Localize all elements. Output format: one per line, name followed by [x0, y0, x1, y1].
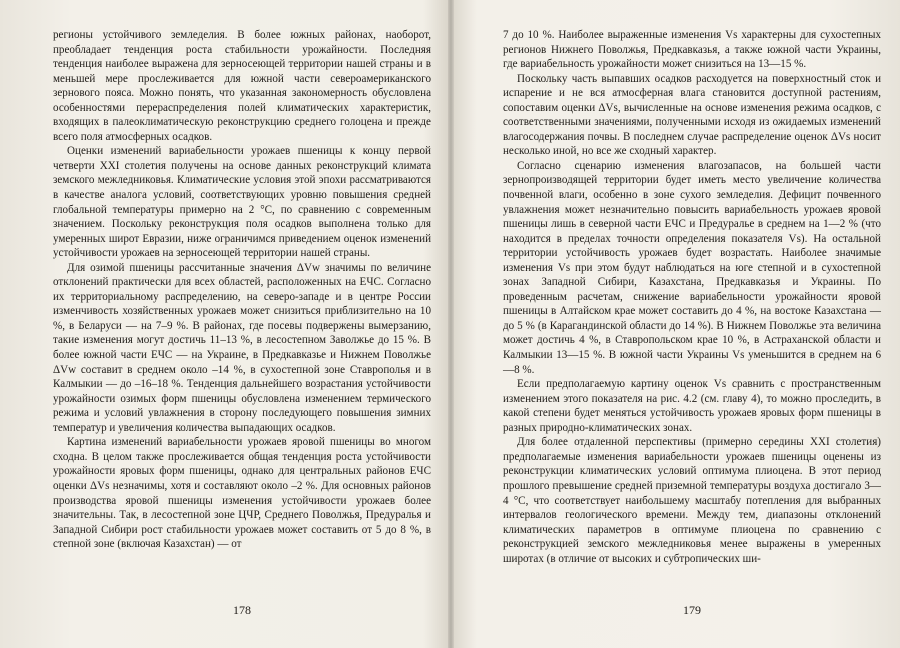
right-page-text: [503, 28, 881, 566]
paragraph: Оценки изменений вариабельности урожаев пшеницы к концу первой четверти XXI столетия получены на основе данных реконструкций климата земского межледниковья. Климатические условия этой эпохи рассматриваются в качестве аналога условий, соответствующих уровню повышения средней глобальной температуры примерно на 2 °С, по сравнению с современным значением. Поскольку реконструкция поля осадков выполнена только для умеренных широт Евразии, ниже ограничимся приведением оценок изменений устойчивости урожаев на зерносеющей территории нашей страны.: [53, 145, 431, 260]
paragraph: Если предполагаемую картину оценок Vs сравнить с пространственным изменением этого показателя на рис. 4.2 (см. главу 4), то можно проследить, в какой степени будет меняться устойчивость урожаев яровых форм пшеницы в разных природно-климатических зонах.: [503, 378, 881, 434]
left-page-text: [53, 28, 431, 552]
book-gutter: [448, 0, 454, 648]
paragraph: Согласно сценарию изменения влагозапасов, на большей части зернопроизводящей территории будет иметь место увеличение количества почвенной влаги, особенно в зоне сухого земледелия. Дефицит почвенного увлажнения может незначительно повысить вариабельность урожаев яровой пшеницы лишь в северной части ЕЧС и Предуралье в среднем на 1—2 % (что находится в пределах точности определения показателя Vs). На остальной территории устойчивость урожаев будет возрастать. Наиболее значимые изменения Vs при этом будут наблюдаться на юге степной и в сухостепной зонах Западной Сибири, Казахстана, Предкавказья и Украины. По проведенным расчетам, снижение вариабельности урожайности яровой пшеницы в Алтайском крае может составить до 4 %, на востоке Казахстана — до 5 % (в Карагандинской области до 14 %). В Нижнем Поволжье эта величина может достичь 4 %, в Ставропольском крае 10 %, в Астраханской области и Калмыкии 13—15 %. В южной части Украины Vs уменьшится в среднем на 6—8 %.: [503, 159, 881, 376]
paragraph: Для озимой пшеницы рассчитанные значения ΔVw значимы по величине отклонений практически для всех областей, расположенных на ЕЧС. Согласно их территориальному распределению, на северо-западе и в центре России изменчивость хозяйственных урожаев может снизиться приблизительно на 10 %, в Беларуси — на 7–9 %. В районах, где посевы подвержены вымерзанию, такие изменения могут достичь 11–13 %, в лесостепном Заволжье до 15 %. В более южной части ЕЧС — на Украине, в Предкавказье и Нижнем Поволжье ΔVw составит в среднем около –14 %, в сухостепной зоне Ставрополья и в Калмыкии — до –16–18 %. Тенденция дальнейшего возрастания устойчивости урожайности озимых форм пшеницы обусловлена изменением термического режима и условий увлажнения в сторону последующего повышения зимних температур и увеличения количества выпадающих осадков.: [53, 261, 431, 434]
page-number: 178: [233, 603, 251, 617]
right-page: [503, 28, 881, 618]
paragraph: Картина изменений вариабельности урожаев яровой пшеницы во многом сходна. В целом также прослеживается общая тенденция роста устойчивости урожайности яровых форм пшеницы, однако для центральных районов ЕЧС оценки ΔVs незначимы, хотя и составляют около –2 %. Для основных районов производства яровой пшеницы изменения устойчивости урожаев более значительны. Так, в лесостепной зоне ЦЧР, Среднего Поволжья, Предуралья и Западной Сибири рост стабильности урожаев может составить от 5 до 8 %, в степной зоне (включая Казахстан) — от: [53, 436, 431, 551]
paragraph: 7 до 10 %. Наиболее выраженные изменения Vs характерны для сухостепных регионов Нижнего Поволжья, Предкавказья, а также южной части Украины, где вариабельность урожайности может снизиться на 13—15 %.: [503, 29, 881, 71]
page-number: 179: [683, 603, 701, 617]
paragraph: регионы устойчивого земледелия. В более южных районах, наоборот, преобладает тенденция роста стабильности урожайности. Последняя тенденция наиболее выражена для зерносеющей территории нашей страны и в меньшей мере прослеживается для южной части североамериканского зернового пояса. Можно понять, что указанная закономерность обусловлена особенностями перераспределения полей климатических характеристик, входящих в палеоклиматическую реконструкцию среднего голоцена и прежде всего поля атмосферных осадков.: [53, 29, 431, 143]
paragraph: Поскольку часть выпавших осадков расходуется на поверхностный сток и испарение и не вся атмосферная влага становится доступной растениям, сопоставим оценки ΔVs, вычисленные на основе изменения режима осадков, с соответственными значениями, полученными исходя из ожидаемых изменений влагосодержания почвы. В последнем случае распределение оценок ΔVs носит несколько иной, но все же сходный характер.: [503, 72, 881, 158]
paragraph: Для более отдаленной перспективы (примерно середины XXI столетия) предполагаемые изменения вариабельности урожаев пшеницы оценены из реконструкции климатических условий оптимума плиоцена. В этот период прошлого превышение средней приземной температуры воздуха достигало 3—4 °С, что соответствует наибольшему масштабу потепления для выбранных интервалов геологического времени. Между тем, диапазоны отклонений климатических параметров в оптимуме плиоцена по сравнению с реконструкцией земского межледниковья менее выражены в умеренных широтах (в отличие от высоких и субтропических ши-: [503, 436, 881, 565]
left-page: [53, 28, 431, 618]
